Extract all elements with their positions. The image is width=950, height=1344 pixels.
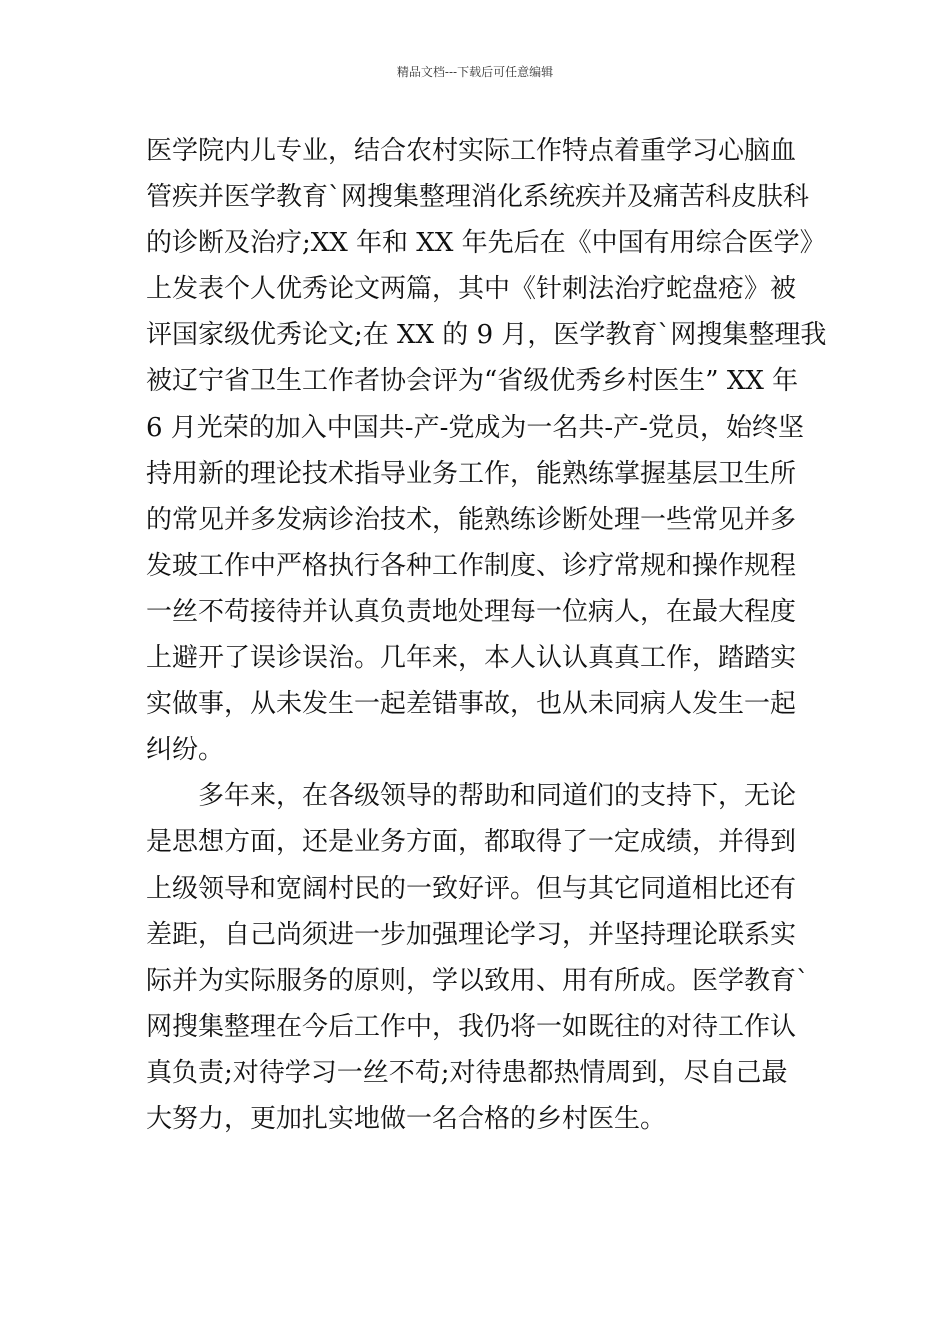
text-line: 管疾并医学教育`网搜集整理消化系统疾并及痛苦科皮肤科 <box>146 182 810 213</box>
text-line: 差距，自己尚须进一步加强理论学习，并坚持理论联系实 <box>146 919 797 950</box>
text-line: 被辽宁省卫生工作者协会评为“省级优秀乡村医生” XX 年 <box>146 366 799 397</box>
document-body <box>146 128 827 1142</box>
text-line: 医学院内儿专业，结合农村实际工作特点着重学习心脑血 <box>146 136 797 166</box>
text-line: 多年来，在各级领导的帮助和同道们的支持下，无论 <box>198 781 797 812</box>
text-line: 是思想方面，还是业务方面，都取得了一定成绩，并得到 <box>146 827 797 858</box>
text-line: 评国家级优秀论文;在 XX 的 9 月，医学教育`网搜集整理我 <box>146 320 827 351</box>
text-line: 大努力，更加扎实地做一名合格的乡村医生。 <box>146 1103 667 1134</box>
text-line: 上发表个人优秀论文两篇，其中《针刺法治疗蛇盘疮》被 <box>146 274 797 305</box>
text-line: 真负责;对待学习一丝不苟;对待患都热情周到，尽自己最 <box>146 1057 788 1088</box>
text-line: 纠纷。 <box>146 735 225 766</box>
text-line: 上级领导和宽阔村民的一致好评。但与其它同道相比还有 <box>146 873 797 904</box>
text-line: 的常见并多发病诊治技术，能熟练诊断处理一些常见并多 <box>146 504 797 535</box>
text-line: 一丝不苟接待并认真负责地处理每一位病人，在最大程度 <box>146 596 797 627</box>
text-line: 发玻工作中严格执行各种工作制度、诊疗常规和操作规程 <box>146 550 797 581</box>
paragraph-2 <box>146 773 810 1142</box>
text-line: 持用新的理论技术指导业务工作，能熟练掌握基层卫生所 <box>146 458 797 489</box>
text-line: 实做事，从未发生一起差错事故，也从未同病人发生一起 <box>146 689 797 720</box>
text-line: 际并为实际服务的原则，学以致用、用有所成。医学教育` <box>146 965 810 996</box>
paragraph-1 <box>146 128 827 773</box>
page-header: 精品文档---下载后可任意编辑 <box>396 65 554 79</box>
text-line: 的诊断及治疗;XX 年和 XX 年先后在《中国有用综合医学》 <box>146 228 826 259</box>
text-line: 6 月光荣的加入中国共-产-党成为一名共-产-党员，始终坚 <box>146 412 804 443</box>
text-line: 网搜集整理在今后工作中，我仍将一如既往的对待工作认 <box>146 1011 797 1042</box>
text-line: 上避开了误诊误治。几年来，本人认认真真工作，踏踏实 <box>146 643 797 674</box>
